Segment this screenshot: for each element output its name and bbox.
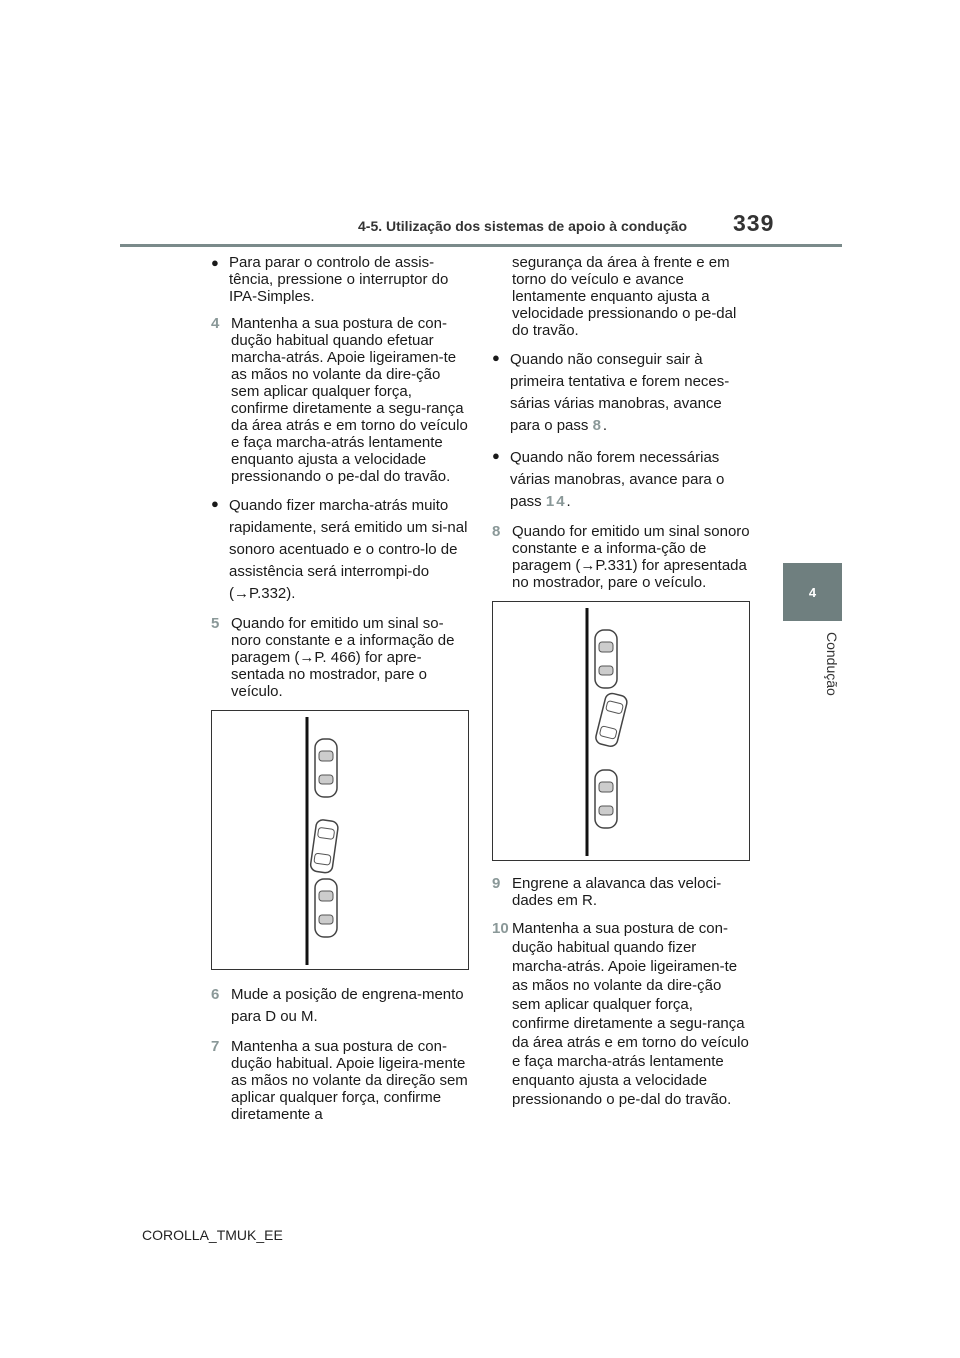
step-number: 7 <box>211 1038 220 1055</box>
step-number: 9 <box>492 875 501 892</box>
step-item <box>492 523 750 591</box>
step-text: Mude a posição de engrena-mento para D ou M. <box>231 986 464 1025</box>
step-number: 8 <box>492 523 501 540</box>
chapter-number: 4 <box>808 584 817 600</box>
step-number: 10 <box>492 920 509 937</box>
bullet-item <box>211 254 469 305</box>
step-item <box>492 919 750 1109</box>
parked-car-rear <box>595 770 617 828</box>
step-text: Quando for emitido um sinal sonoro constante e a informa-ção de paragem (→P.331) for apresentada no mostrador, pare o veículo. <box>512 523 750 591</box>
bullet-text: Para parar o controlo de assis-tência, pressione o interruptor do IPA-Simples. <box>229 254 449 305</box>
parking-illustration-2 <box>492 601 750 861</box>
bullet-text: Quando fizer marcha-atrás muito rapidamente, será emitido um si-nal sonoro acentuado e o contro-lo de assistência será interrompi-do (→P.332). <box>229 497 468 602</box>
bullet-end: . <box>602 417 608 434</box>
bullet-text <box>510 349 750 437</box>
left-column <box>211 254 469 1133</box>
bullet-body: Quando não forem necessárias várias manobras, avance para o pass <box>510 449 725 510</box>
step-item <box>211 1038 469 1123</box>
header-divider <box>120 244 842 247</box>
right-column <box>492 254 750 1119</box>
document-code: COROLLA_TMUK_EE <box>142 1227 283 1243</box>
chapter-tab <box>783 563 842 621</box>
bullet-icon: ● <box>492 448 500 463</box>
step-item <box>211 615 469 700</box>
bullet-body: Quando não conseguir sair à primeira tentativa e forem neces-sárias várias manobras, avance para o pass <box>510 351 730 434</box>
parked-car-rear <box>315 879 337 937</box>
step-item <box>211 984 469 1028</box>
bullet-icon: ● <box>211 255 219 270</box>
bullet-item <box>211 495 469 605</box>
chapter-label: Condução <box>824 632 840 696</box>
bullet-end: . <box>566 493 571 510</box>
step-reference: 14 <box>545 493 567 510</box>
own-car <box>310 819 339 874</box>
page-number: 339 <box>733 210 775 236</box>
parked-car-front <box>595 630 617 688</box>
parking-illustration-1 <box>211 710 469 970</box>
step-text: Quando for emitido um sinal so-noro constante e a informação de paragem (→P. 466) for apre-sentada no mostrador, pare o veículo. <box>231 615 455 700</box>
parked-car-front <box>315 739 337 797</box>
own-car <box>594 692 628 748</box>
step-text: Mantenha a sua postura de con-dução habitual. Apoie ligeira-mente as mãos no volante da direção sem aplicar qualquer força, confirme diretamente a <box>231 1038 468 1123</box>
step-number: 6 <box>211 986 220 1003</box>
step-number: 4 <box>211 315 220 332</box>
step-text: Mantenha a sua postura de con-dução habitual quando fizer marcha-atrás. Apoie ligeiramen-te as mãos no volante da dire-ção sem aplicar qualquer força, confirme diretamente a segu-rança da área atrás e em torno do veículo e faça marcha-atrás lentamente enquanto ajusta a velocidade pressionando o pe-dal do travão. <box>512 920 749 1108</box>
step-text: Mantenha a sua postura de con-dução habitual quando efetuar marcha-atrás. Apoie ligeiramen-te as mãos no volante da dire-ção sem aplicar qualquer força, confirme diretamente a segu-rança da área atrás e em torno do veículo e faça marcha-atrás lentamente enquanto ajusta a velocidade pressionando o pe-dal do travão. <box>231 315 468 485</box>
bullet-item <box>492 447 750 513</box>
step-number: 5 <box>211 615 220 632</box>
step-continuation: segurança da área à frente e em torno do veículo e avance lentamente enquanto ajusta a velocidade pressionando o pe-dal do travão. <box>512 254 737 339</box>
step-item <box>211 315 469 485</box>
section-title: 4-5. Utilização dos sistemas de apoio à condução <box>358 218 688 234</box>
step-item <box>492 875 750 909</box>
bullet-icon: ● <box>492 350 500 365</box>
bullet-icon: ● <box>211 496 219 511</box>
parking-diagram <box>493 602 749 860</box>
bullet-text <box>510 447 750 513</box>
parking-diagram <box>212 711 468 969</box>
bullet-item <box>492 349 750 437</box>
step-reference: 8 <box>592 417 603 434</box>
step-text: Engrene a alavanca das veloci-dades em R. <box>512 875 722 909</box>
